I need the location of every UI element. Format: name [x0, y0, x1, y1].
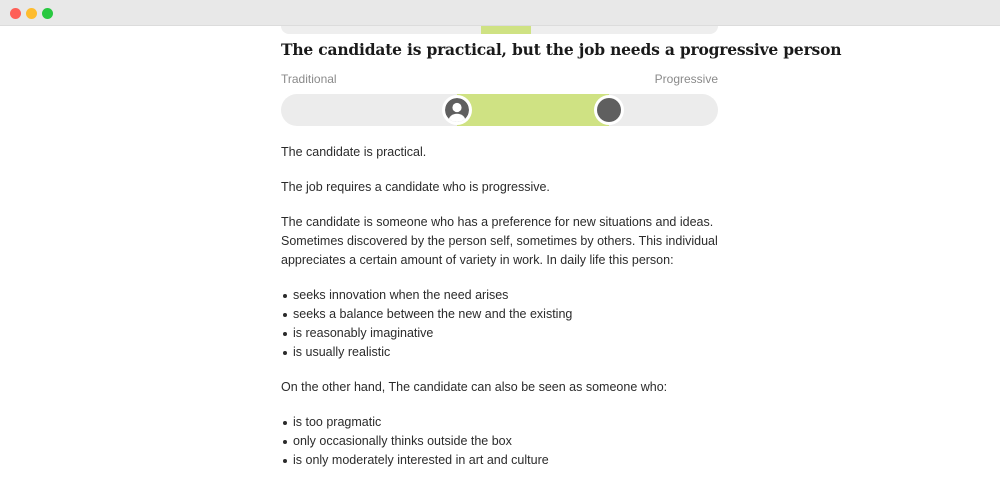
drawbacks-list [281, 413, 718, 470]
job-summary: The job requires a candidate who is progressive. [281, 180, 550, 194]
circle-icon [597, 98, 621, 122]
list-item: seeks a balance between the new and the existing [281, 305, 718, 324]
job-marker [594, 95, 624, 125]
section-title: The candidate is practical, but the job needs a progressive person [281, 40, 842, 59]
scale-track [281, 94, 718, 126]
candidate-description: The candidate is someone who has a preference for new situations and ideas. Sometimes discovered by the person self, sometimes by others. This individual appreciates a certain amount of variety in work. In daily life this person: [281, 215, 718, 267]
scale-right-label: Progressive [654, 72, 718, 86]
scale-range [457, 94, 609, 126]
main-content [281, 40, 842, 479]
maximize-window-button[interactable] [42, 8, 53, 19]
person-icon [445, 98, 469, 122]
window-titlebar [0, 0, 1000, 26]
other-hand-intro: On the other hand, The candidate can also be seen as someone who: [281, 380, 668, 394]
list-item: is reasonably imaginative [281, 324, 718, 343]
traits-list [281, 286, 718, 362]
list-item: only occasionally thinks outside the box [281, 432, 718, 451]
list-item: is only moderately interested in art and culture [281, 451, 718, 470]
candidate-summary: The candidate is practical. [281, 145, 427, 159]
scale-left-label: Traditional [281, 72, 337, 86]
list-item: is too pragmatic [281, 413, 718, 432]
list-item: seeks innovation when the need arises [281, 286, 718, 305]
scale-labels [281, 72, 718, 86]
previous-scale-track [281, 26, 718, 34]
description [281, 143, 718, 470]
list-item: is usually realistic [281, 343, 718, 362]
candidate-marker [442, 95, 472, 125]
minimize-window-button[interactable] [26, 8, 37, 19]
close-window-button[interactable] [10, 8, 21, 19]
previous-scale-range [481, 26, 531, 34]
